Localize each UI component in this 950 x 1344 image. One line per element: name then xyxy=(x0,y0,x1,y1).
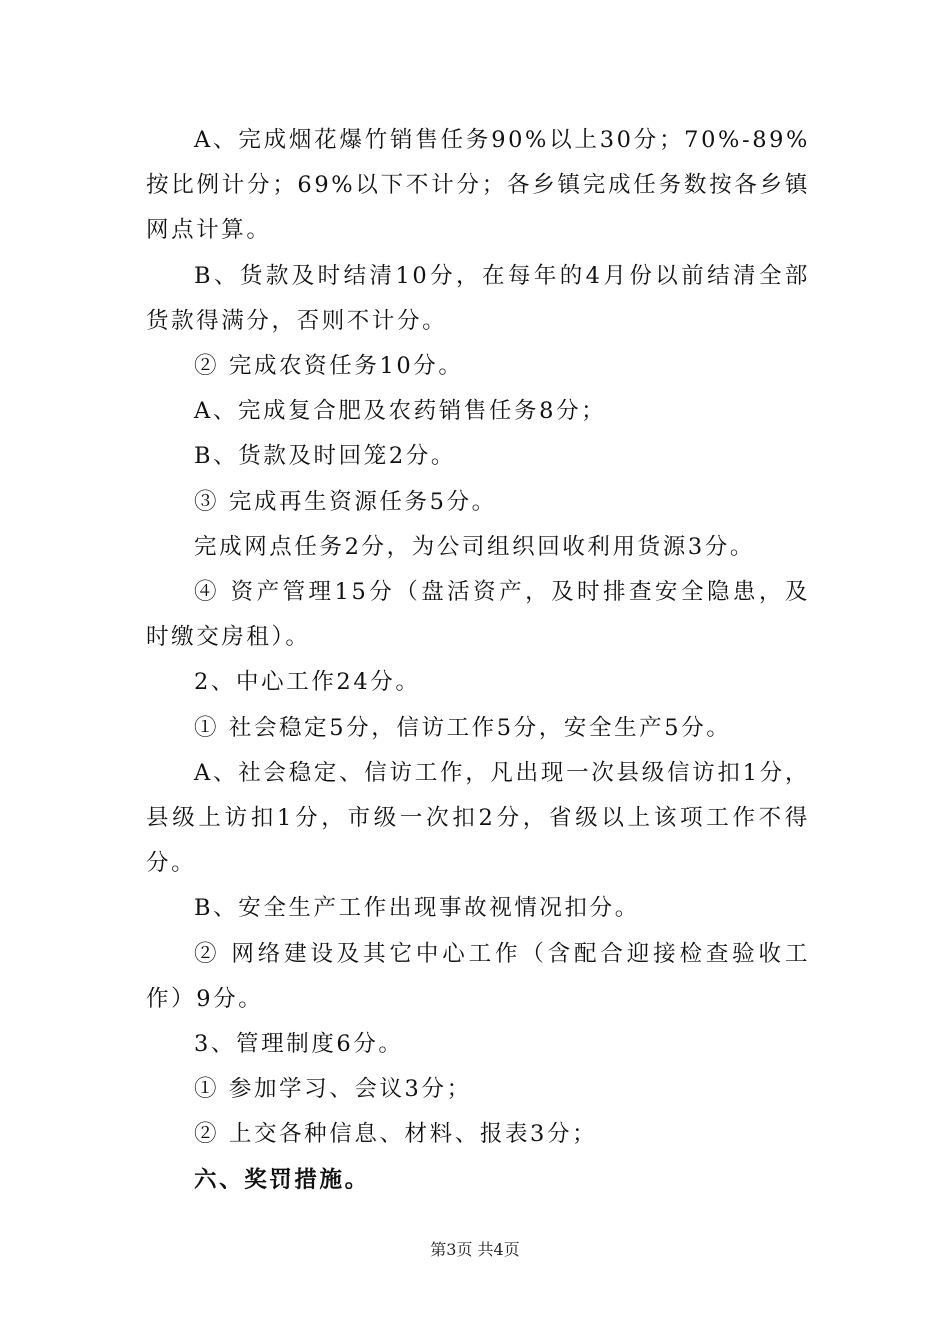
paragraph-social-stability: ① 社会稳定5分，信访工作5分，安全生产5分。 xyxy=(194,714,732,741)
paragraph-study-meetings: ① 参加学习、会议3分； xyxy=(194,1076,472,1103)
paragraph-outlet-task: 完成网点任务2分，为公司组织回收利用货源3分。 xyxy=(194,533,755,560)
paragraph-safety-production: B、安全生产工作出现事故视情况扣分。 xyxy=(194,895,640,922)
section-heading-rewards-penalties: 六、奖罚措施。 xyxy=(194,1166,370,1193)
paragraph-payment-settlement: B、货款及时结清10分，在每年的4月份以前结清全部货款得满分，否则不计分。 xyxy=(146,262,810,334)
paragraph-submit-reports: ② 上交各种信息、材料、报表3分； xyxy=(194,1121,598,1148)
paragraph-fertilizer-sales: A、完成复合肥及农药销售任务8分； xyxy=(194,398,607,425)
paragraph-central-work: 2、中心工作24分。 xyxy=(194,669,421,696)
paragraph-management-system: 3、管理制度6分。 xyxy=(194,1031,404,1058)
document-body xyxy=(146,118,810,1203)
paragraph-recycling-task: ③ 完成再生资源任务5分。 xyxy=(194,488,497,515)
paragraph-agri-supplies-task: ② 完成农资任务10分。 xyxy=(194,353,464,380)
paragraph-asset-management: ④ 资产管理15分（盘活资产，及时排查安全隐患，及时缴交房租）。 xyxy=(146,579,810,651)
paragraph-petition-work: A、社会稳定、信访工作，凡出现一次县级信访扣1分，县级上访扣1分，市级一次扣2分，省级以上该项工作不得分。 xyxy=(146,759,810,877)
paragraph-fireworks-sales: A、完成烟花爆竹销售任务90%以上30分；70%-89%按比例计分；69%以下不计分；各乡镇完成任务数按各乡镇网点计算。 xyxy=(146,127,810,244)
paragraph-payment-recovery: B、货款及时回笼2分。 xyxy=(194,443,456,470)
paragraph-network-construction: ② 网络建设及其它中心工作（含配合迎接检查验收工作）9分。 xyxy=(146,940,810,1012)
page-number-footer: 第3页 共4页 xyxy=(430,1240,520,1259)
